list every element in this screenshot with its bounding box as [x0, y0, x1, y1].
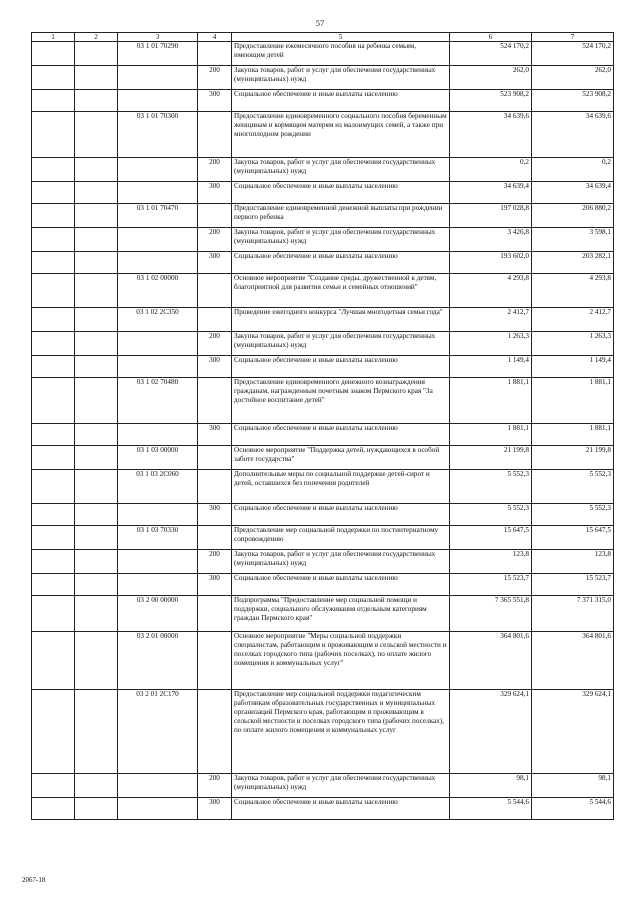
- table-row: [32, 378, 614, 424]
- empty-cell: [32, 632, 75, 690]
- expense-type-cell: 200: [198, 774, 232, 798]
- expense-type-cell: 300: [198, 798, 232, 820]
- target-code-cell: [118, 228, 198, 252]
- target-code-cell: [118, 66, 198, 90]
- empty-cell: [75, 470, 118, 504]
- target-code-cell: [118, 252, 198, 274]
- expense-type-cell: [198, 596, 232, 632]
- description-cell: Социальное обеспечение и иные выплаты населению: [232, 182, 450, 204]
- amount-year2-cell: 15 647,5: [532, 526, 614, 550]
- column-header: 4: [198, 33, 232, 42]
- empty-cell: [75, 378, 118, 424]
- empty-cell: [75, 42, 118, 66]
- empty-cell: [75, 596, 118, 632]
- empty-cell: [75, 774, 118, 798]
- amount-year1-cell: 364 801,6: [450, 632, 532, 690]
- table-row: [32, 332, 614, 356]
- column-header: 1: [32, 33, 75, 42]
- amount-year2-cell: 21 199,8: [532, 446, 614, 470]
- amount-year2-cell: 2 412,7: [532, 308, 614, 332]
- column-header: 3: [118, 33, 198, 42]
- expense-type-cell: 200: [198, 332, 232, 356]
- amount-year2-cell: 5 552,3: [532, 470, 614, 504]
- empty-cell: [32, 774, 75, 798]
- amount-year1-cell: 1 263,3: [450, 332, 532, 356]
- expense-type-cell: 300: [198, 574, 232, 596]
- amount-year2-cell: 364 801,6: [532, 632, 614, 690]
- empty-cell: [75, 204, 118, 228]
- empty-cell: [32, 526, 75, 550]
- empty-cell: [32, 228, 75, 252]
- table-body: [32, 42, 614, 820]
- table-row: [32, 308, 614, 332]
- empty-cell: [32, 274, 75, 308]
- amount-year1-cell: 197 028,8: [450, 204, 532, 228]
- expense-type-cell: [198, 378, 232, 424]
- table-row: [32, 504, 614, 526]
- description-cell: Предоставление мер социальной поддержки по постинтернатному сопровождению: [232, 526, 450, 550]
- expense-type-cell: 300: [198, 424, 232, 446]
- amount-year2-cell: 206 880,2: [532, 204, 614, 228]
- target-code-cell: [118, 158, 198, 182]
- target-code-cell: [118, 356, 198, 378]
- description-cell: Подпрограмма "Предоставление мер социальной помощи и поддержки, социального обслуживания отдельным категориям граждан Пермского края": [232, 596, 450, 632]
- page-number: 57: [315, 18, 325, 28]
- expense-type-cell: [198, 632, 232, 690]
- amount-year1-cell: 524 170,2: [450, 42, 532, 66]
- empty-cell: [32, 158, 75, 182]
- description-cell: Социальное обеспечение и иные выплаты населению: [232, 252, 450, 274]
- amount-year1-cell: 2 412,7: [450, 308, 532, 332]
- table-row: [32, 690, 614, 774]
- empty-cell: [75, 158, 118, 182]
- table-row: [32, 526, 614, 550]
- description-cell: Социальное обеспечение и иные выплаты населению: [232, 90, 450, 112]
- amount-year1-cell: 5 544,6: [450, 798, 532, 820]
- description-cell: Основное мероприятие "Меры социальной поддержки специалистам, работающим и проживающим в сельской местности и поселках городского типа (рабочих поселках), по оплате жилого помещения и коммунальных услуг": [232, 632, 450, 690]
- table-row: [32, 798, 614, 820]
- table-row: [32, 252, 614, 274]
- table-row: [32, 228, 614, 252]
- empty-cell: [32, 112, 75, 158]
- table-row: [32, 182, 614, 204]
- amount-year2-cell: 262,0: [532, 66, 614, 90]
- target-code-cell: [118, 550, 198, 574]
- amount-year2-cell: 524 170,2: [532, 42, 614, 66]
- description-cell: Закупка товаров, работ и услуг для обеспечения государственных (муниципальных) нужд: [232, 66, 450, 90]
- table-row: [32, 90, 614, 112]
- empty-cell: [75, 798, 118, 820]
- expense-type-cell: [198, 112, 232, 158]
- amount-year1-cell: 4 293,8: [450, 274, 532, 308]
- target-code-cell: [118, 182, 198, 204]
- amount-year2-cell: 1 149,4: [532, 356, 614, 378]
- target-code-cell: [118, 90, 198, 112]
- empty-cell: [32, 90, 75, 112]
- description-cell: Основное мероприятие "Создание среды, дружественной к детям, благоприятной для развития семьи и семейных отношений": [232, 274, 450, 308]
- target-code-cell: [118, 332, 198, 356]
- description-cell: Предоставление единовременного денежного вознаграждения гражданам, награжденным почетным знаком Пермского края "За достойное воспитание детей": [232, 378, 450, 424]
- amount-year1-cell: 1 149,4: [450, 356, 532, 378]
- table-row: [32, 574, 614, 596]
- expense-type-cell: [198, 446, 232, 470]
- target-code-cell: 03 1 02 2С350: [118, 308, 198, 332]
- amount-year1-cell: 1 881,1: [450, 378, 532, 424]
- target-code-cell: 03 1 02 70480: [118, 378, 198, 424]
- expense-type-cell: 200: [198, 66, 232, 90]
- table-row: [32, 356, 614, 378]
- expense-type-cell: [198, 470, 232, 504]
- description-cell: Закупка товаров, работ и услуг для обеспечения государственных (муниципальных) нужд: [232, 550, 450, 574]
- amount-year2-cell: 203 282,1: [532, 252, 614, 274]
- amount-year1-cell: 1 881,1: [450, 424, 532, 446]
- table-row: [32, 274, 614, 308]
- expense-type-cell: [198, 526, 232, 550]
- empty-cell: [75, 574, 118, 596]
- expense-type-cell: 300: [198, 182, 232, 204]
- empty-cell: [32, 378, 75, 424]
- footer-code: 2067-18: [22, 876, 46, 884]
- amount-year2-cell: 1 881,1: [532, 378, 614, 424]
- empty-cell: [32, 424, 75, 446]
- target-code-cell: [118, 504, 198, 526]
- empty-cell: [32, 356, 75, 378]
- amount-year1-cell: 34 639,4: [450, 182, 532, 204]
- empty-cell: [75, 66, 118, 90]
- table-row: [32, 596, 614, 632]
- expense-type-cell: [198, 42, 232, 66]
- empty-cell: [75, 332, 118, 356]
- target-code-cell: 03 1 01 70470: [118, 204, 198, 228]
- target-code-cell: 03 2 00 00000: [118, 596, 198, 632]
- amount-year2-cell: 3 598,1: [532, 228, 614, 252]
- empty-cell: [75, 356, 118, 378]
- empty-cell: [75, 526, 118, 550]
- amount-year1-cell: 7 365 551,8: [450, 596, 532, 632]
- table-row: [32, 632, 614, 690]
- target-code-cell: [118, 774, 198, 798]
- empty-cell: [32, 596, 75, 632]
- expense-type-cell: 200: [198, 228, 232, 252]
- target-code-cell: 03 1 01 70290: [118, 42, 198, 66]
- empty-cell: [32, 574, 75, 596]
- empty-cell: [75, 308, 118, 332]
- empty-cell: [75, 446, 118, 470]
- amount-year2-cell: 0,2: [532, 158, 614, 182]
- description-cell: Предоставление мер социальной поддержки педагогическим работникам образовательных государственных и муниципальных организаций Пермского края, работающим и проживающим в сельской местности и поселках городского типа (рабочих поселках), по оплате жилого помещения и коммунальных услуг: [232, 690, 450, 774]
- empty-cell: [75, 182, 118, 204]
- description-cell: Закупка товаров, работ и услуг для обеспечения государственных (муниципальных) нужд: [232, 332, 450, 356]
- empty-cell: [32, 550, 75, 574]
- empty-cell: [32, 332, 75, 356]
- target-code-cell: [118, 798, 198, 820]
- amount-year2-cell: 4 293,8: [532, 274, 614, 308]
- table-row: [32, 424, 614, 446]
- column-header: 2: [75, 33, 118, 42]
- amount-year2-cell: 15 523,7: [532, 574, 614, 596]
- empty-cell: [32, 204, 75, 228]
- table-row: [32, 158, 614, 182]
- empty-cell: [32, 446, 75, 470]
- empty-cell: [32, 690, 75, 774]
- description-cell: Социальное обеспечение и иные выплаты населению: [232, 798, 450, 820]
- empty-cell: [32, 252, 75, 274]
- table-row: [32, 550, 614, 574]
- amount-year2-cell: 5 552,3: [532, 504, 614, 526]
- empty-cell: [75, 550, 118, 574]
- empty-cell: [32, 308, 75, 332]
- empty-cell: [32, 182, 75, 204]
- empty-cell: [32, 66, 75, 90]
- description-cell: Дополнительные меры по социальной поддержке детей-сирот и детей, оставшихся без попечения родителей: [232, 470, 450, 504]
- empty-cell: [75, 690, 118, 774]
- expense-type-cell: 200: [198, 550, 232, 574]
- expense-type-cell: [198, 274, 232, 308]
- amount-year1-cell: 193 602,0: [450, 252, 532, 274]
- empty-cell: [75, 228, 118, 252]
- target-code-cell: 03 2 01 2С170: [118, 690, 198, 774]
- column-header: 5: [232, 33, 450, 42]
- target-code-cell: 03 1 03 2С060: [118, 470, 198, 504]
- empty-cell: [75, 424, 118, 446]
- amount-year1-cell: 5 552,3: [450, 504, 532, 526]
- target-code-cell: 03 2 01 00000: [118, 632, 198, 690]
- column-header: 6: [450, 33, 532, 42]
- amount-year1-cell: 3 426,8: [450, 228, 532, 252]
- expense-type-cell: 300: [198, 356, 232, 378]
- description-cell: Основное мероприятие "Поддержка детей, нуждающихся в особой заботе государства": [232, 446, 450, 470]
- table-row: [32, 774, 614, 798]
- expense-type-cell: [198, 690, 232, 774]
- description-cell: Предоставление ежемесячного пособия на ребенка семьям, имеющим детей: [232, 42, 450, 66]
- target-code-cell: 03 1 03 70330: [118, 526, 198, 550]
- amount-year1-cell: 262,0: [450, 66, 532, 90]
- description-cell: Предоставление единовременного социального пособия беременным женщинам и кормящим матерям из малоимущих семей, а также при многоплодном рождении: [232, 112, 450, 158]
- expense-type-cell: 300: [198, 252, 232, 274]
- amount-year2-cell: 523 908,2: [532, 90, 614, 112]
- amount-year2-cell: 123,8: [532, 550, 614, 574]
- amount-year1-cell: 5 552,3: [450, 470, 532, 504]
- table-row: [32, 66, 614, 90]
- amount-year2-cell: 1 881,1: [532, 424, 614, 446]
- amount-year1-cell: 21 199,8: [450, 446, 532, 470]
- description-cell: Предоставление единовременной денежной выплаты при рождении первого ребенка: [232, 204, 450, 228]
- empty-cell: [75, 90, 118, 112]
- amount-year2-cell: 5 544,6: [532, 798, 614, 820]
- target-code-cell: 03 1 03 00000: [118, 446, 198, 470]
- table-row: [32, 42, 614, 66]
- amount-year2-cell: 34 639,4: [532, 182, 614, 204]
- empty-cell: [32, 470, 75, 504]
- amount-year2-cell: 34 639,6: [532, 112, 614, 158]
- expense-type-cell: 300: [198, 90, 232, 112]
- column-header: 7: [532, 33, 614, 42]
- amount-year2-cell: 1 263,3: [532, 332, 614, 356]
- description-cell: Социальное обеспечение и иные выплаты населению: [232, 356, 450, 378]
- empty-cell: [75, 504, 118, 526]
- expense-type-cell: [198, 204, 232, 228]
- amount-year1-cell: 98,1: [450, 774, 532, 798]
- amount-year2-cell: 98,1: [532, 774, 614, 798]
- expense-type-cell: [198, 308, 232, 332]
- amount-year2-cell: 329 624,1: [532, 690, 614, 774]
- table-row: [32, 204, 614, 228]
- expense-type-cell: 200: [198, 158, 232, 182]
- empty-cell: [75, 252, 118, 274]
- description-cell: Закупка товаров, работ и услуг для обеспечения государственных (муниципальных) нужд: [232, 228, 450, 252]
- amount-year1-cell: 329 624,1: [450, 690, 532, 774]
- amount-year1-cell: 523 908,2: [450, 90, 532, 112]
- empty-cell: [75, 274, 118, 308]
- amount-year1-cell: 123,8: [450, 550, 532, 574]
- amount-year1-cell: 34 639,6: [450, 112, 532, 158]
- empty-cell: [75, 112, 118, 158]
- description-cell: Закупка товаров, работ и услуг для обеспечения государственных (муниципальных) нужд: [232, 158, 450, 182]
- empty-cell: [32, 42, 75, 66]
- description-cell: Социальное обеспечение и иные выплаты населению: [232, 574, 450, 596]
- empty-cell: [32, 504, 75, 526]
- target-code-cell: 03 1 02 00000: [118, 274, 198, 308]
- table-row: [32, 112, 614, 158]
- empty-cell: [32, 798, 75, 820]
- table-row: [32, 446, 614, 470]
- target-code-cell: [118, 424, 198, 446]
- amount-year1-cell: 15 523,7: [450, 574, 532, 596]
- description-cell: Проведение ежегодного конкурса "Лучшая многодетная семья года": [232, 308, 450, 332]
- expense-type-cell: 300: [198, 504, 232, 526]
- amount-year1-cell: 0,2: [450, 158, 532, 182]
- amount-year2-cell: 7 371 315,0: [532, 596, 614, 632]
- target-code-cell: 03 1 01 70300: [118, 112, 198, 158]
- description-cell: Закупка товаров, работ и услуг для обеспечения государственных (муниципальных) нужд: [232, 774, 450, 798]
- target-code-cell: [118, 574, 198, 596]
- amount-year1-cell: 15 647,5: [450, 526, 532, 550]
- column-number-row: [32, 33, 614, 42]
- description-cell: Социальное обеспечение и иные выплаты населению: [232, 424, 450, 446]
- budget-table: [31, 32, 614, 820]
- empty-cell: [75, 632, 118, 690]
- table-row: [32, 470, 614, 504]
- description-cell: Социальное обеспечение и иные выплаты населению: [232, 504, 450, 526]
